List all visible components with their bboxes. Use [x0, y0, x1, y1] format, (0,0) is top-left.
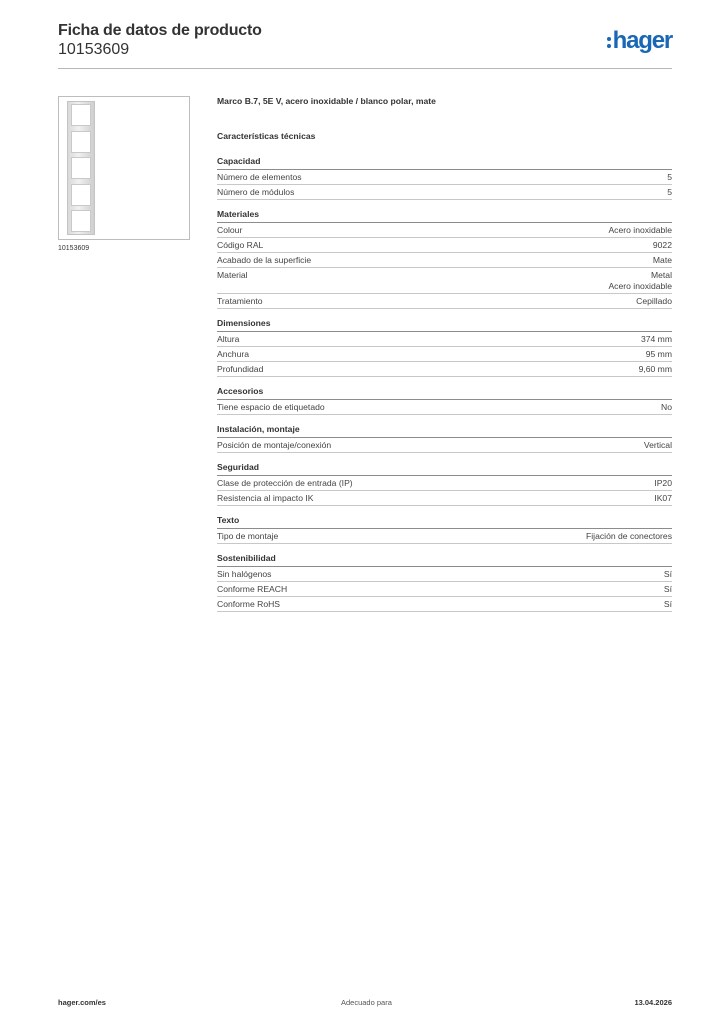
section-title: Materiales: [217, 209, 672, 223]
spec-value: [641, 334, 672, 345]
spec-row: [217, 362, 672, 377]
spec-label: Tipo de montaje: [217, 531, 279, 541]
frame-illustration-icon: [67, 101, 95, 235]
section-title: Accesorios: [217, 386, 672, 400]
spec-label: Acabado de la superficie: [217, 255, 312, 265]
spec-label: Resistencia al impacto IK: [217, 493, 314, 503]
spec-label: Altura: [217, 334, 240, 344]
spec-value: [653, 255, 672, 266]
spec-row: [217, 476, 672, 491]
spec-row: [217, 185, 672, 200]
spec-value-line: Cepillado: [636, 296, 672, 306]
spec-value-line: IP20: [654, 478, 672, 488]
spec-value: [667, 187, 672, 198]
document-title: Ficha de datos de producto: [58, 22, 262, 39]
spec-row: [217, 253, 672, 268]
spec-content: [217, 96, 672, 621]
spec-row: [217, 294, 672, 309]
spec-row: [217, 529, 672, 544]
footer-date: 13.04.2026: [634, 998, 672, 1007]
footer-suitable-for: Adecuado para: [341, 998, 392, 1007]
spec-label: Colour: [217, 225, 243, 235]
product-image: [58, 96, 190, 240]
spec-value-line: 374 mm: [640, 334, 672, 344]
image-caption: 10153609: [58, 245, 90, 252]
section-title: Texto: [217, 515, 672, 529]
spec-value: [653, 240, 672, 251]
spec-row: [217, 400, 672, 415]
spec-section: [217, 209, 672, 309]
spec-value: [654, 478, 672, 489]
spec-value-line: Acero inoxidable: [608, 225, 672, 235]
section-title: Dimensiones: [217, 318, 672, 332]
spec-value-line: 95 mm: [645, 349, 672, 359]
spec-label: Conforme REACH: [217, 584, 288, 594]
spec-section: [217, 318, 672, 377]
spec-row: [217, 491, 672, 506]
spec-label: Número de módulos: [217, 187, 295, 197]
spec-label: Código RAL: [217, 240, 264, 250]
spec-label: Conforme RoHS: [217, 599, 281, 609]
frame-cell: [71, 184, 91, 206]
frame-cell: [71, 210, 91, 232]
spec-label: Posición de montaje/conexión: [217, 440, 332, 450]
spec-label: Tiene espacio de etiquetado: [217, 402, 325, 412]
spec-section: [217, 386, 672, 415]
spec-value-line: No: [661, 402, 672, 412]
spec-value: [664, 599, 672, 610]
spec-value-line: IK07: [654, 493, 672, 503]
spec-value: [644, 440, 672, 451]
spec-value-line: Mate: [652, 255, 672, 265]
spec-label: Sin halógenos: [217, 569, 272, 579]
spec-row: [217, 223, 672, 238]
spec-label: Anchura: [217, 349, 250, 359]
spec-value: [586, 531, 672, 542]
spec-row: [217, 332, 672, 347]
spec-label: Profundidad: [217, 364, 264, 374]
spec-value: [639, 364, 672, 375]
spec-value-line: Sí: [663, 599, 672, 609]
spec-value-line: Metal: [650, 270, 672, 280]
spec-row: [217, 567, 672, 582]
product-code: 10153609: [58, 41, 130, 58]
hager-logo: [607, 28, 672, 54]
spec-value: [608, 270, 672, 292]
spec-value: [646, 349, 672, 360]
spec-value: [667, 172, 672, 183]
spec-row: [217, 347, 672, 362]
spec-value-line: Fijación de conectores: [586, 531, 672, 541]
spec-value-line: Sí: [663, 584, 672, 594]
spec-section: [217, 553, 672, 612]
spec-row: [217, 238, 672, 253]
page-header: [58, 22, 672, 59]
spec-value: [664, 569, 672, 580]
technical-characteristics-title: Características técnicas: [217, 131, 316, 141]
spec-value-line: Sí: [663, 569, 672, 579]
section-title: Sostenibilidad: [217, 553, 672, 567]
product-description: Marco B.7, 5E V, acero inoxidable / blanco polar, mate: [217, 96, 436, 106]
spec-value-line: 5: [667, 172, 672, 182]
spec-row: [217, 170, 672, 185]
spec-label: Material: [217, 270, 248, 280]
spec-value: [636, 296, 672, 307]
spec-value-line: Acero inoxidable: [608, 281, 672, 291]
spec-value: [664, 584, 672, 595]
spec-value: [654, 493, 672, 504]
spec-value: [661, 402, 672, 413]
header-divider: [58, 68, 672, 69]
spec-value-line: 5: [667, 187, 672, 197]
spec-value-line: 9,60 mm: [638, 364, 672, 374]
spec-row: [217, 597, 672, 612]
spec-section: [217, 156, 672, 200]
section-title: Instalación, montaje: [217, 424, 672, 438]
section-title: Capacidad: [217, 156, 672, 170]
spec-value: [608, 225, 672, 236]
spec-row: [217, 438, 672, 453]
spec-section: [217, 424, 672, 453]
spec-label: Clase de protección de entrada (IP): [217, 478, 353, 488]
frame-cell: [71, 104, 91, 126]
spec-label: Tratamiento: [217, 296, 263, 306]
logo-text: hager: [612, 27, 672, 54]
spec-value-line: 9022: [652, 240, 672, 250]
spec-label: Número de elementos: [217, 172, 302, 182]
spec-value-line: Vertical: [643, 440, 672, 450]
spec-row: [217, 268, 672, 294]
logo-dots-icon: [607, 37, 611, 48]
spec-section: [217, 462, 672, 506]
spec-sections: [217, 156, 672, 612]
section-title: Seguridad: [217, 462, 672, 476]
spec-section: [217, 515, 672, 544]
footer-website-link[interactable]: hager.com/es: [58, 998, 106, 1007]
spec-row: [217, 582, 672, 597]
frame-cell: [71, 157, 91, 179]
frame-cell: [71, 131, 91, 153]
